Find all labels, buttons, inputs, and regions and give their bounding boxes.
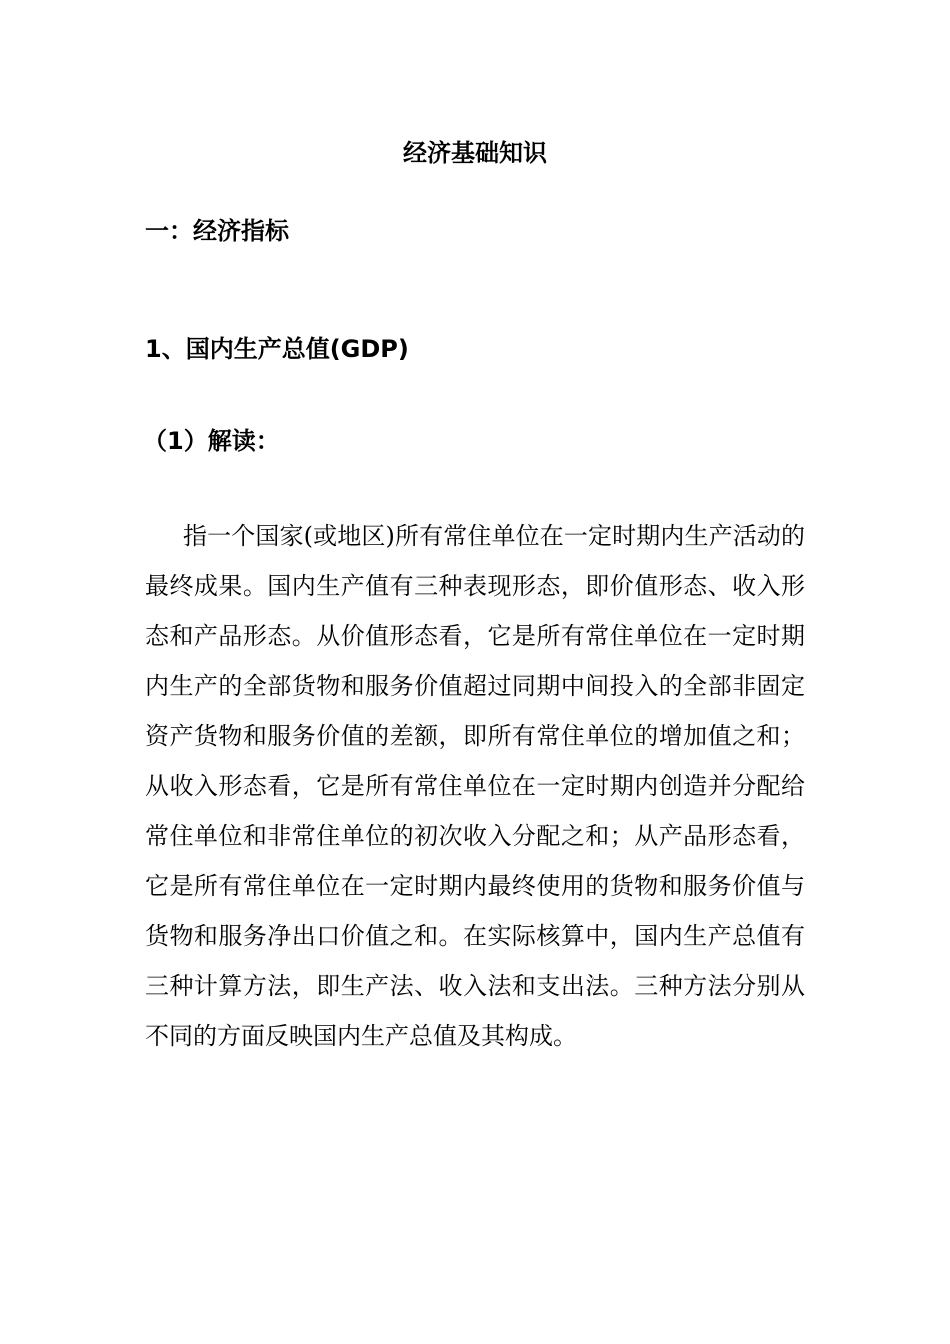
section-heading: 一：经济指标 bbox=[145, 217, 289, 245]
document-title: 经济基础知识 bbox=[403, 139, 547, 167]
body-paragraph: 指一个国家(或地区)所有常住单位在一定时期内生产活动的最终成果。国内生产值有三种表现形态，即价值形态、收入形态和产品形态。从价值形态看，它是所有常住单位在一定时期内生产的全部货物和服务价值超过同期中间投入的全部非固定资产货物和服务价值的差额，即所有常住单位的增加值之和；从收入形态看，它是所有常住单位在一定时期内创造并分配给常住单位和非常住单位的初次收入分配之和；从产品形态看，它是所有常住单位在一定时期内最终使用的货物和服务价值与货物和服务净出口价值之和。在实际核算中，国内生产总值有三种计算方法，即生产法、收入法和支出法。三种方法分别从不同的方面反映国内生产总值及其构成。 bbox=[145, 522, 805, 1050]
sub-heading: （1）解读： bbox=[143, 427, 280, 455]
item-heading: 1、国内生产总值(GDP) bbox=[145, 335, 409, 363]
